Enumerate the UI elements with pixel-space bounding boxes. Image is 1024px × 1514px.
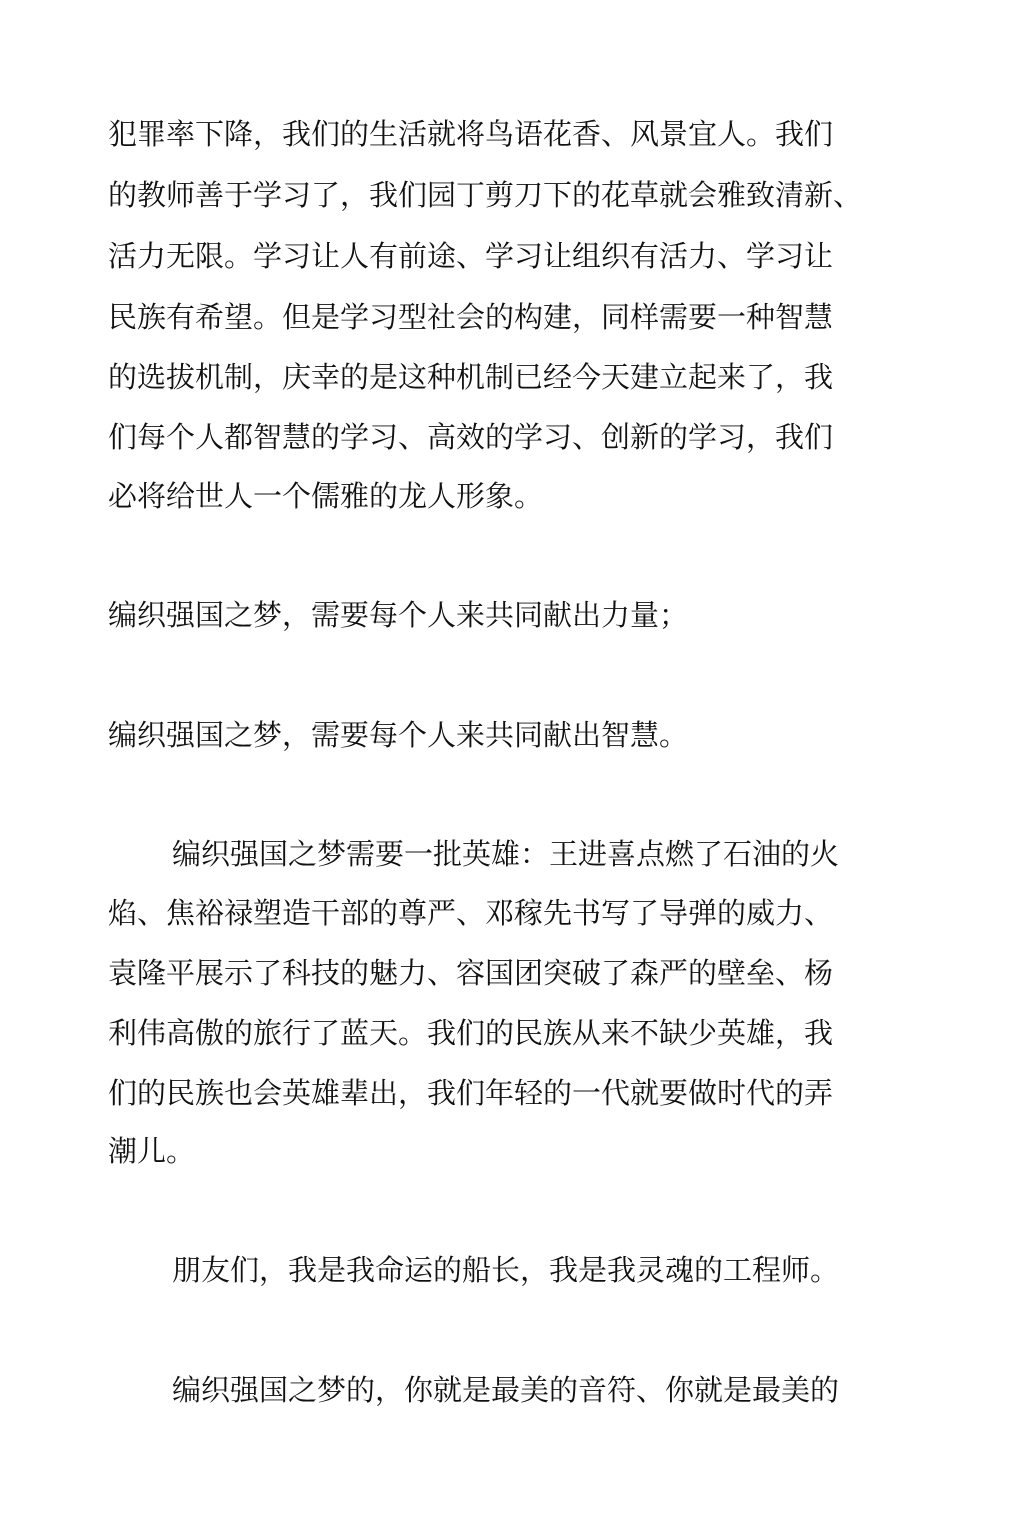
paragraph-4-line-2: 焰、焦裕禄塑造干部的尊严、邓稼先书写了导弹的威力、 [108,896,834,930]
paragraph-1-line-7: 必将给世人一个儒雅的龙人形象。 [108,479,544,513]
paragraph-4-line-4: 利伟高傲的旅行了蓝天。我们的民族从来不缺少英雄，我 [108,1016,834,1050]
paragraph-1-line-4: 民族有希望。但是学习型社会的构建，同样需要一种智慧 [108,300,834,334]
paragraph-4-line-3: 袁隆平展示了科技的魅力、容国团突破了森严的壁垒、杨 [108,956,834,990]
paragraph-1-line-5: 的选拔机制，庆幸的是这种机制已经今天建立起来了，我 [108,360,834,394]
paragraph-1-line-6: 们每个人都智慧的学习、高效的学习、创新的学习，我们 [108,420,834,454]
paragraph-5: 朋友们，我是我命运的船长，我是我灵魂的工程师。 [172,1253,840,1287]
paragraph-4-line-1: 编织强国之梦需要一批英雄：王进喜点燃了石油的火 [172,837,840,871]
paragraph-4-line-5: 们的民族也会英雄辈出，我们年轻的一代就要做时代的弄 [108,1076,834,1110]
paragraph-1-line-3: 活力无限。学习让人有前途、学习让组织有活力、学习让 [108,239,834,273]
paragraph-1-line-1: 犯罪率下降，我们的生活就将鸟语花香、风景宜人。我们 [108,117,834,151]
paragraph-4-line-6: 潮儿。 [108,1134,196,1168]
paragraph-3: 编织强国之梦，需要每个人来共同献出智慧。 [108,718,689,752]
paragraph-6: 编织强国之梦的，你就是最美的音符、你就是最美的 [172,1373,840,1407]
paragraph-2: 编织强国之梦，需要每个人来共同献出力量； [108,598,689,632]
paragraph-1-line-2: 的教师善于学习了，我们园丁剪刀下的花草就会雅致清新、 [108,178,863,212]
